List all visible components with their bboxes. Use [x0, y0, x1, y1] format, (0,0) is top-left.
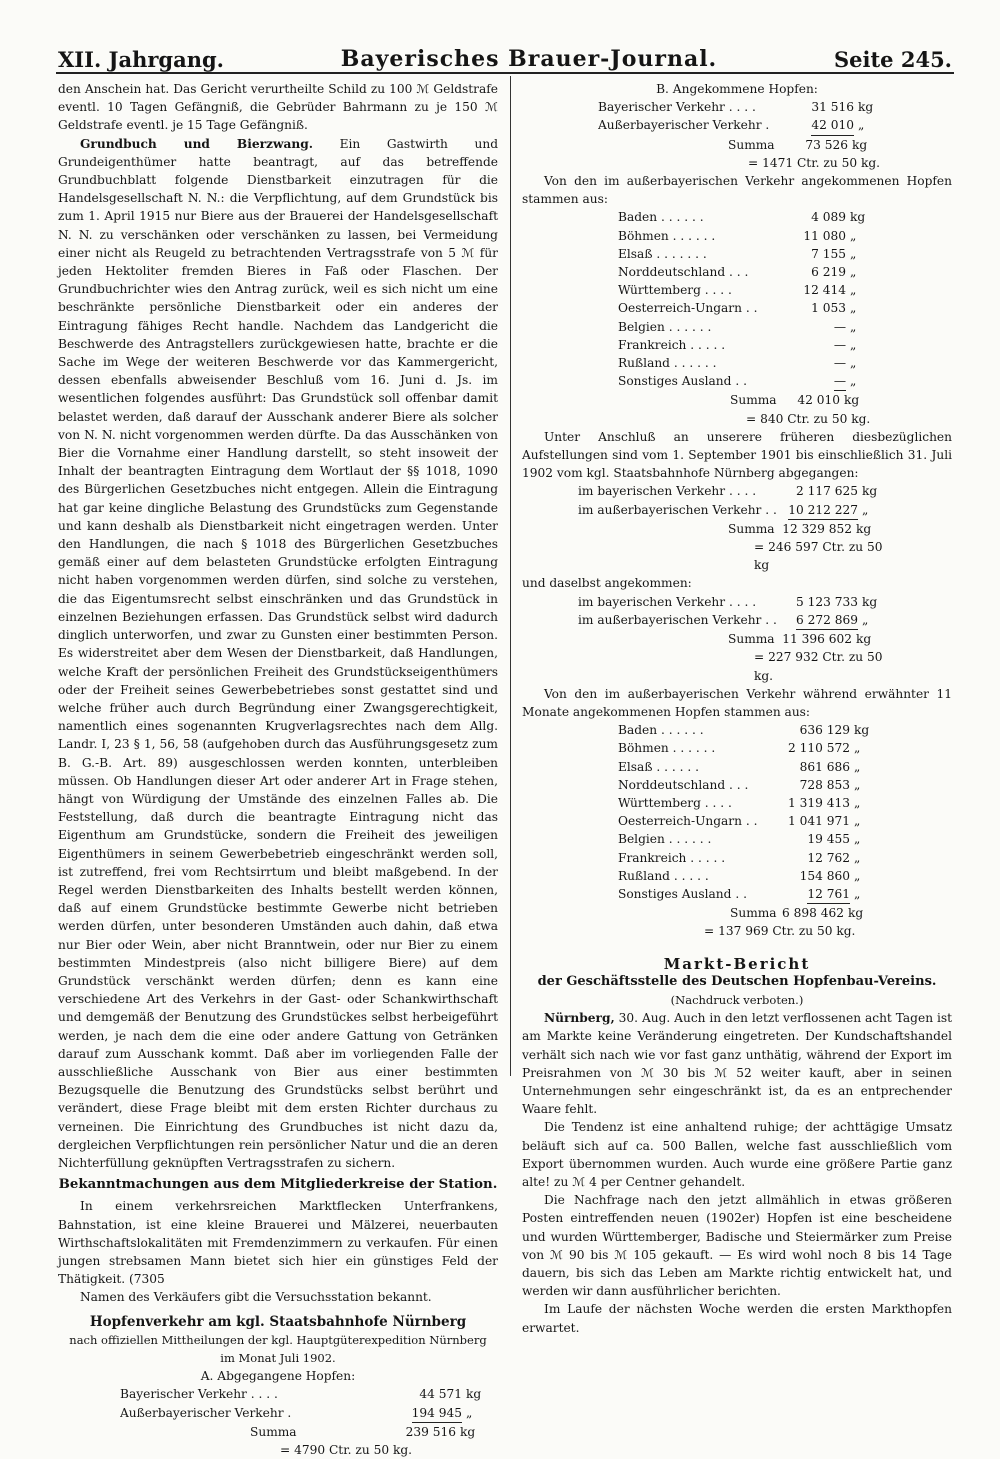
hop-traffic-sub2: im Monat Juli 1902.: [220, 1351, 336, 1366]
period-in-table: [522, 593, 952, 685]
origin-intro: Von den im außerbayerischen Verkehr angekommenen Hopfen stammen aus:: [522, 174, 952, 207]
market-paragraph: Im Laufe der nächsten Woche werden die ersten Markthopfen erwartet.: [522, 1302, 952, 1335]
journal-title: Bayerisches Brauer-Journal.: [340, 46, 718, 72]
table-row: Oesterreich-Ungarn . . 1 041 971 „: [618, 814, 861, 829]
origin2-intro: Von den im außerbayerischen Verkehr während erwähnter 11 Monate angekommenen Hopfen stammen aus:: [522, 686, 952, 719]
table-row: Bayerischer Verkehr . . . . 31 516 kg: [598, 100, 874, 115]
table-row: im außerbayerischen Verkehr . . 6 272 869 „: [578, 611, 886, 630]
table-row: im bayerischen Verkehr . . . . 2 117 625 kg: [578, 484, 878, 499]
table-row: Rußland . . . . . . — „: [618, 356, 857, 371]
market-place: Nürnberg,: [544, 1011, 615, 1026]
sum-row: Summa 239 516 kg: [250, 1424, 476, 1439]
table-row: Böhmen . . . . . . 2 110 572 „: [618, 741, 861, 756]
table-row: Belgien . . . . . . — „: [618, 319, 857, 334]
table-row: Bayerischer Verkehr . . . . 44 571 kg: [120, 1387, 482, 1402]
notice-body: In einem verkehrsreichen Marktflecken Unterfrankens, Bahnstation, ist eine kleine Brauerei und Mälzerei, neuerbauten Wirthschaftslokalitäten mit Fremdenzimmern zu verkaufen. Für einen jungen strebsamen Mann bietet sich hier ein günstiges Feld der Thätigkeit. (7305: [58, 1199, 498, 1287]
period-intro: Unter Anschluß an unserere früheren diesbezüglichen Aufstellungen sind vom 1. September 1901 bis einschließlich 31. Juli 1902 vom kgl. Staatsbahnhofe Nürnberg abgegangen:: [522, 429, 952, 481]
hop-in-table: [522, 98, 952, 172]
reprint-note: (Nachdruck verboten.): [670, 992, 804, 1007]
sum-row: Summa 73 526 kg: [728, 137, 868, 152]
header-rule: [56, 72, 954, 74]
page-number: Seite 245.: [833, 47, 952, 72]
market-report-subtitle: der Geschäftsstelle des Deutschen Hopfenbau-Vereins.: [537, 973, 937, 989]
hop-out-label: A. Abgegangene Hopfen:: [200, 1369, 356, 1384]
table-row: Elsaß . . . . . . 861 686 „: [618, 759, 861, 774]
table-row: Norddeutschland . . . 6 219 „: [618, 265, 857, 280]
table-row: Frankreich . . . . . — „: [618, 337, 857, 352]
hop-traffic-sub1: nach offiziellen Mittheilungen der kgl. Hauptgüterexpedition Nürnberg: [69, 1332, 487, 1347]
table-row: Norddeutschland . . . 728 853 „: [618, 777, 861, 792]
sum-row: Summa 11 396 602 kg: [728, 632, 872, 647]
ctr-row: = 246 597 Ctr. zu 50 kg: [754, 540, 883, 573]
table-row: Württemberg . . . . 12 414 „: [618, 283, 857, 298]
table-row: Außerbayerischer Verkehr . 42 010 „: [598, 116, 882, 135]
table-row: Sonstiges Ausland . . 12 761 „: [618, 885, 878, 904]
period-out-table: [522, 482, 952, 574]
right-column: [522, 80, 952, 1337]
ctr-row: = 1471 Ctr. zu 50 kg.: [748, 155, 881, 170]
table-row: Belgien . . . . . . 19 455 „: [618, 832, 861, 847]
page-header: [58, 38, 952, 72]
table-row: Außerbayerischer Verkehr . 194 945 „: [120, 1404, 490, 1423]
article-heading: Grundbuch und Bierzwang.: [80, 136, 313, 151]
left-column: [58, 80, 498, 1459]
table-row: im außerbayerischen Verkehr . . 10 212 227 „: [578, 501, 886, 520]
table-row: Baden . . . . . . 4 089 kg: [618, 210, 866, 225]
hop-traffic-heading: Hopfenverkehr am kgl. Staatsbahnhofe Nürnberg: [89, 1313, 467, 1330]
table-row: Elsaß . . . . . . . 7 155 „: [618, 246, 857, 261]
table-row: Baden . . . . . . 636 129 kg: [618, 723, 870, 738]
section-heading: Bekanntmachungen aus dem Mitgliederkreise der Station.: [58, 1177, 498, 1193]
table-row: Oesterreich-Ungarn . . 1 053 „: [618, 301, 857, 316]
market-report-title: Markt-Bericht: [663, 954, 811, 973]
ctr-row: = 137 969 Ctr. zu 50 kg.: [704, 924, 856, 939]
sum-row: Summa 12 329 852 kg: [728, 521, 872, 536]
volume-label: XII. Jahrgang.: [58, 47, 224, 72]
notice-text: [58, 1197, 498, 1288]
origin2-table: [522, 721, 952, 940]
period-in-label: und daselbst angekommen:: [522, 576, 692, 591]
column-divider: [510, 76, 511, 1076]
table-row: Frankreich . . . . . 12 762 „: [618, 850, 861, 865]
sum-row: Summa 6 898 462 kg: [730, 906, 864, 921]
ctr-row: = 840 Ctr. zu 50 kg.: [746, 411, 871, 426]
market-paragraph: Die Tendenz ist eine anhaltend ruhige; der achttägige Umsatz beläuft sich auf ca. 500 Ballen, welche fast ausschließlich vom Export übernommen wurden. Auch wurde eine größere Partie ganz alte! zu ℳ 4 per Centner gehandelt.: [522, 1120, 952, 1189]
table-row: Württemberg . . . . 1 319 413 „: [618, 795, 861, 810]
article-continuation: den Anschein hat. Das Gericht verurtheilte Schild zu 100 ℳ Geldstrafe eventl. 10 Tagen Gefängniß, die Gebrüder Bahrmann zu je 150 ℳ Geldstrafe eventl. je 15 Tage Gefängniß.: [58, 82, 498, 133]
sum-row: Summa 42 010 kg: [730, 393, 860, 408]
table-row: Sonstiges Ausland . . — „: [618, 372, 874, 391]
hop-in-label: B. Angekommene Hopfen:: [656, 82, 818, 96]
origin-table: [522, 208, 952, 427]
notice-footer: Namen des Verkäufers gibt die Versuchsstation bekannt.: [80, 1290, 432, 1305]
ctr-row: = 4790 Ctr. zu 50 kg.: [280, 1443, 413, 1458]
table-row: im bayerischen Verkehr . . . . 5 123 733 kg: [578, 594, 878, 609]
market-paragraph: Nürnberg, 30. Aug. Auch in den letzt verflossenen acht Tagen ist am Markte keine Veränderung eingetreten. Der Kundschaftshandel verhält sich nach wie vor fast ganz unthätig, während der Export im Preisrahmen von ℳ 30 bis ℳ 52 weiter kauft, aber in seinen Unternehmungen sehr eingeschränkt ist, da es an entprechender Waare fehlt.: [522, 1011, 952, 1117]
hop-out-table: [58, 1385, 498, 1459]
table-row: Rußland . . . . . 154 860 „: [618, 868, 861, 883]
ctr-row: = 227 932 Ctr. zu 50 kg.: [754, 650, 883, 683]
table-row: Böhmen . . . . . . 11 080 „: [618, 228, 857, 243]
article-grundbuch: [58, 135, 498, 1173]
market-paragraph: Die Nachfrage nach den jetzt allmählich in etwas größeren Posten eintreffenden neuen (1902er) Hopfen ist eine bescheidene und wurden Württemberger, Badische und Steiermärker zum Preise von ℳ 90 bis ℳ 105 gekauft. — Es wird wohl noch 8 bis 14 Tage dauern, bis sich das Leben am Markte richtig entwickelt hat, und werden wir dann ausführlicher berichten.: [522, 1193, 952, 1299]
article-body: Ein Gastwirth und Grundeigenthümer hatte beantragt, auf das betreffende Grundbuchblatt folgende Dienstbarkeit einzutragen für die Handelsgesellschaft N. N.: die Verpflichtung, auf dem Grundstück bis zum 1. April 1915 nur Biere aus der Brauerei der Handelsgesellschaft N. N. zu verschänken oder verschänken zu lassen, bei Vermeidung einer nicht als Reugeld zu betrachtenden Vertragsstrafe von 5 ℳ für jeden Hektoliter fremden Bieres in Faß oder Flaschen. Der Grundbuchrichter wies den Antrag zurück, weil es sich nicht um eine beschränkte persönliche Dienstbarkeit oder ein anderes der Eintragung fähiges Recht handle. Nachdem das Landgericht die Beschwerde des Antragstellers zurückgewiesen hatte, brachte er die Sache im Wege der weiteren Beschwerde vor das Kammergericht, dessen ebenfalls abweisender Beschluß vom 16. Juni d. Js. im wesentlichen folgendes ausführt: Das Grundstück soll offenbar damit belastet werden, daß darauf der Ausschank anderer Biere als solcher von N. N. nicht vorgenommen werden dürfte. Da das Ausschänken von Bier die Vornahme einer Handlung darstellt, so steht insoweit der Inhalt der beantragten Eintragung dem Wortlaut der §§ 1018, 1090 des Bürgerlichen Gesetzbuches nicht entgegen. Allein die Eintragung hat gar keine dingliche Belastung des Grundstücks zum Gegenstande und kann deshalb als Dienstbarkeit nicht eingetragen werden. Unter den Handlungen, die nach § 1018 des Bürgerlichen Gesetzbuches gemäß einer auf dem belasteten Grundstücke erfolgten Eintragung nicht haben vorgenommen werden dürfen, sind solche zu verstehen, die das Eigentumsrecht selbst einschränken und das Grundstück in einzelnen Beziehungen erfassen. Das Grundstück selbst wird dadurch dinglich unterworfen, und zwar zu Gunsten einer bestimmten Person. Es widerstreitet aber dem Wesen der Dienstbarkeit, daß Handlungen, welche Kraft der persönlichen Freiheit des Grundstückseigenthümers oder der Freiheit seines Gewerbebetriebes sonst gestattet sind und welche früher auch durch Begründung einer Zwangsgerechtigkeit, namentlich eines sogenannten Krugverlagsrechtes nach dem Allg. Landr. I, 23 § 1, 56, 58 (aufgehoben durch das Ausführungsgesetz zum B. G.-B. Art. 89) ausgeschlossen werden konnten, unterbleiben müssen. Ob Handlungen dieser Art oder anderer Art in Frage stehen, hängt von Würdigung der Umstände des einzelnen Falles ab. Die Feststellung, daß durch die beantragte Eintragung nicht das Eigenthum am Grundstücke, sondern die Freiheit des jeweiligen Eigenthümers in seinem Gewerbebetrieb eingeschränkt werden soll, ist zutreffend, frei vom Rechtsirrtum und bleibt maßgebend. In der Regel werden Dienstbarkeiten des Inhalts bestellt werden können, daß auf einem Grundstücke bestimmte Gewerbe nicht betrieben werden dürfen, unter besonderen Umständen auch dahin, daß etwa nur Bier oder Wein, aber nicht Branntwein, oder nur Bier zu einem bestimmten Mindestpreis (also nicht billigere Biere) auf dem Grundstück verschänkt werden dürfen; denn es kann eine verschiedene Art des Verkehrs in der Gast- oder Schankwirthschaft und demgemäß der Benutzung des Grundstückes selbst herbeigeführt werden, je nach dem die eine oder andere Gattung von Getränken darauf zum Ausschank kommt. Daß aber im vorliegenden Falle der ausschließliche Ausschank von Bier aus einer bestimmten Bezugsquelle die Benutzung des Grundstücks selbst berührt und verändert, diese Frage bleibt mit dem ersten Richter durchaus zu verneinen. Die Einrichtung des Grundbuches ist nicht dazu da, dergleichen Verpflichtungen rein persönlicher Natur und die an deren Nichterfüllung geknüpften Vertragsstrafen zu sichern.: [58, 136, 499, 1170]
